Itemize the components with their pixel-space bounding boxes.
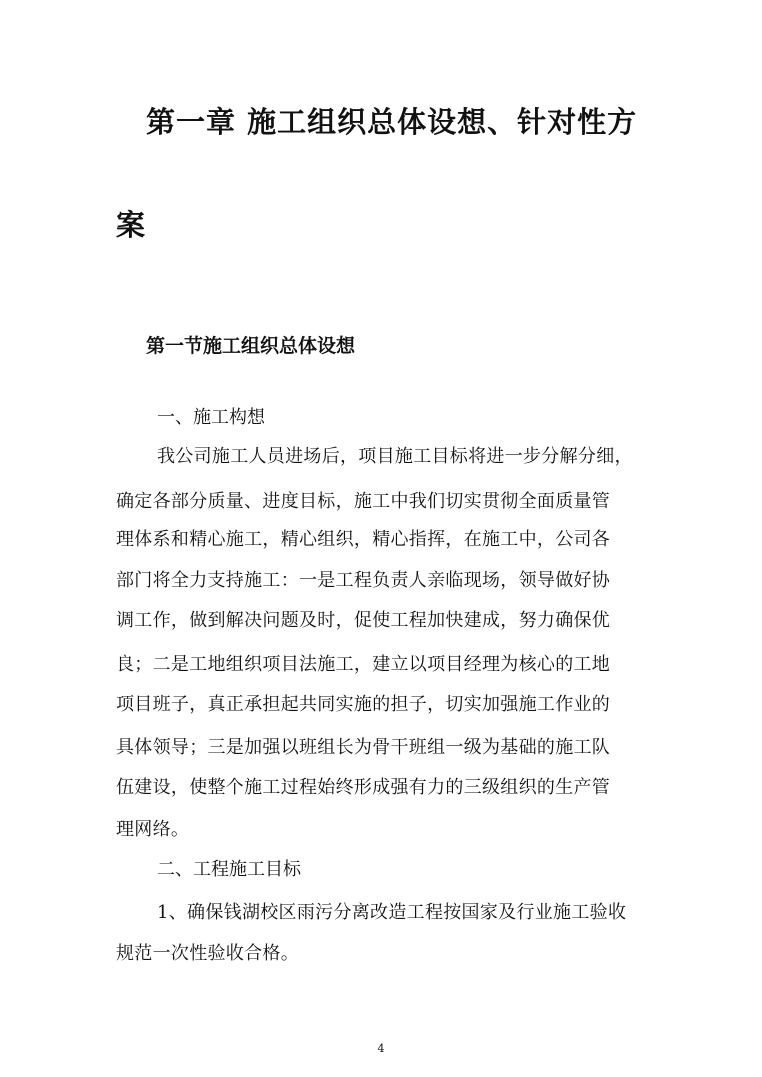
- page-number: 4: [377, 1042, 385, 1055]
- paragraph-1-line: 调工作，做到解决问题及时，促使工程加快建成，努力确保优: [116, 610, 611, 631]
- chapter-title-line-1: 第一章 施工组织总体设想、针对性方: [146, 105, 638, 139]
- paragraph-2-line: 1、确保钱湖校区雨污分离改造工程按国家及行业施工验收: [157, 902, 627, 923]
- paragraph-1-line: 项目班子，真正承担起共同实施的担子，切实加强施工作业的: [116, 694, 611, 715]
- paragraph-1-line: 良；二是工地组织项目法施工，建立以项目经理为核心的工地: [116, 654, 611, 675]
- paragraph-2-line: 规范一次性验收合格。: [116, 943, 299, 964]
- section-heading: 第一节施工组织总体设想: [146, 335, 356, 357]
- paragraph-1-line: 理网络。: [116, 819, 190, 840]
- paragraph-1-line: 我公司施工人员进场后，项目施工目标将进一步分解分细，: [157, 446, 633, 467]
- paragraph-1-line: 伍建设，使整个施工过程始终形成强有力的三级组织的生产管: [116, 777, 611, 798]
- paragraph-1-line: 理体系和精心施工，精心组织，精心指挥，在施工中，公司各: [116, 529, 611, 550]
- subheading-construction-concept: 一、施工构想: [157, 407, 265, 428]
- paragraph-1-line: 部门将全力支持施工：一是工程负责人亲临现场，领导做好协: [116, 570, 611, 591]
- subheading-project-goals: 二、工程施工目标: [157, 859, 301, 880]
- paragraph-1-line: 确定各部分质量、进度目标，施工中我们切实贯彻全面质量管: [116, 491, 611, 512]
- chapter-title-line-2: 案: [116, 208, 147, 242]
- paragraph-1-line: 具体领导；三是加强以班组长为骨干班组一级为基础的施工队: [116, 737, 611, 758]
